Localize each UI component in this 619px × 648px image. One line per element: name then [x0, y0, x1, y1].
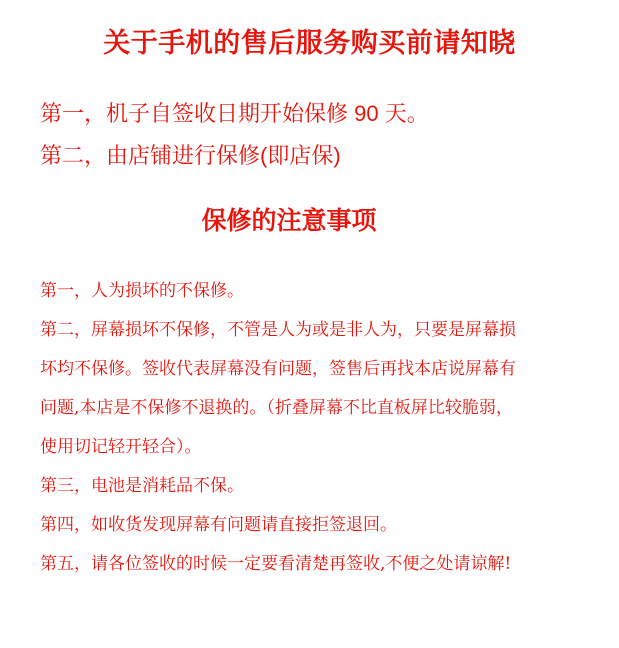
- note-item-3: 第三，电池是消耗品不保。: [40, 476, 244, 496]
- note-item-4: 第四，如收货发现屏幕有问题请直接拒签退回。: [40, 515, 397, 535]
- note-item-2-line: 第二，屏幕损坏不保修，不管是人为或是非人为，只要是屏幕损: [40, 320, 516, 340]
- section-heading: 保修的注意事项: [201, 206, 377, 235]
- note-item-1: 第一，人为损坏的不保修。: [40, 281, 244, 301]
- note-item-2-line: 问题,本店是不保修不退换的。（折叠屏幕不比直板屏比较脆弱，: [40, 398, 513, 418]
- intro-block: [40, 93, 429, 177]
- intro-line-store-warranty: 第二，由店铺进行保修(即店保): [40, 143, 341, 168]
- note-item-2-line: 坏均不保修。签收代表屏幕没有问题，签售后再找本店说屏幕有: [40, 359, 516, 379]
- page-title: 关于手机的售后服务购买前请知晓: [103, 28, 516, 59]
- notes-list: [40, 272, 598, 584]
- note-item-2-line: 使用切记轻开轻合）。: [40, 437, 202, 457]
- note-item-5: 第五，请各位签收的时候一定要看清楚再签收,不便之处请谅解!: [40, 554, 512, 574]
- intro-line-warranty: 第一，机子自签收日期开始保修 90 天。: [40, 101, 429, 126]
- note-item-2: [40, 311, 598, 467]
